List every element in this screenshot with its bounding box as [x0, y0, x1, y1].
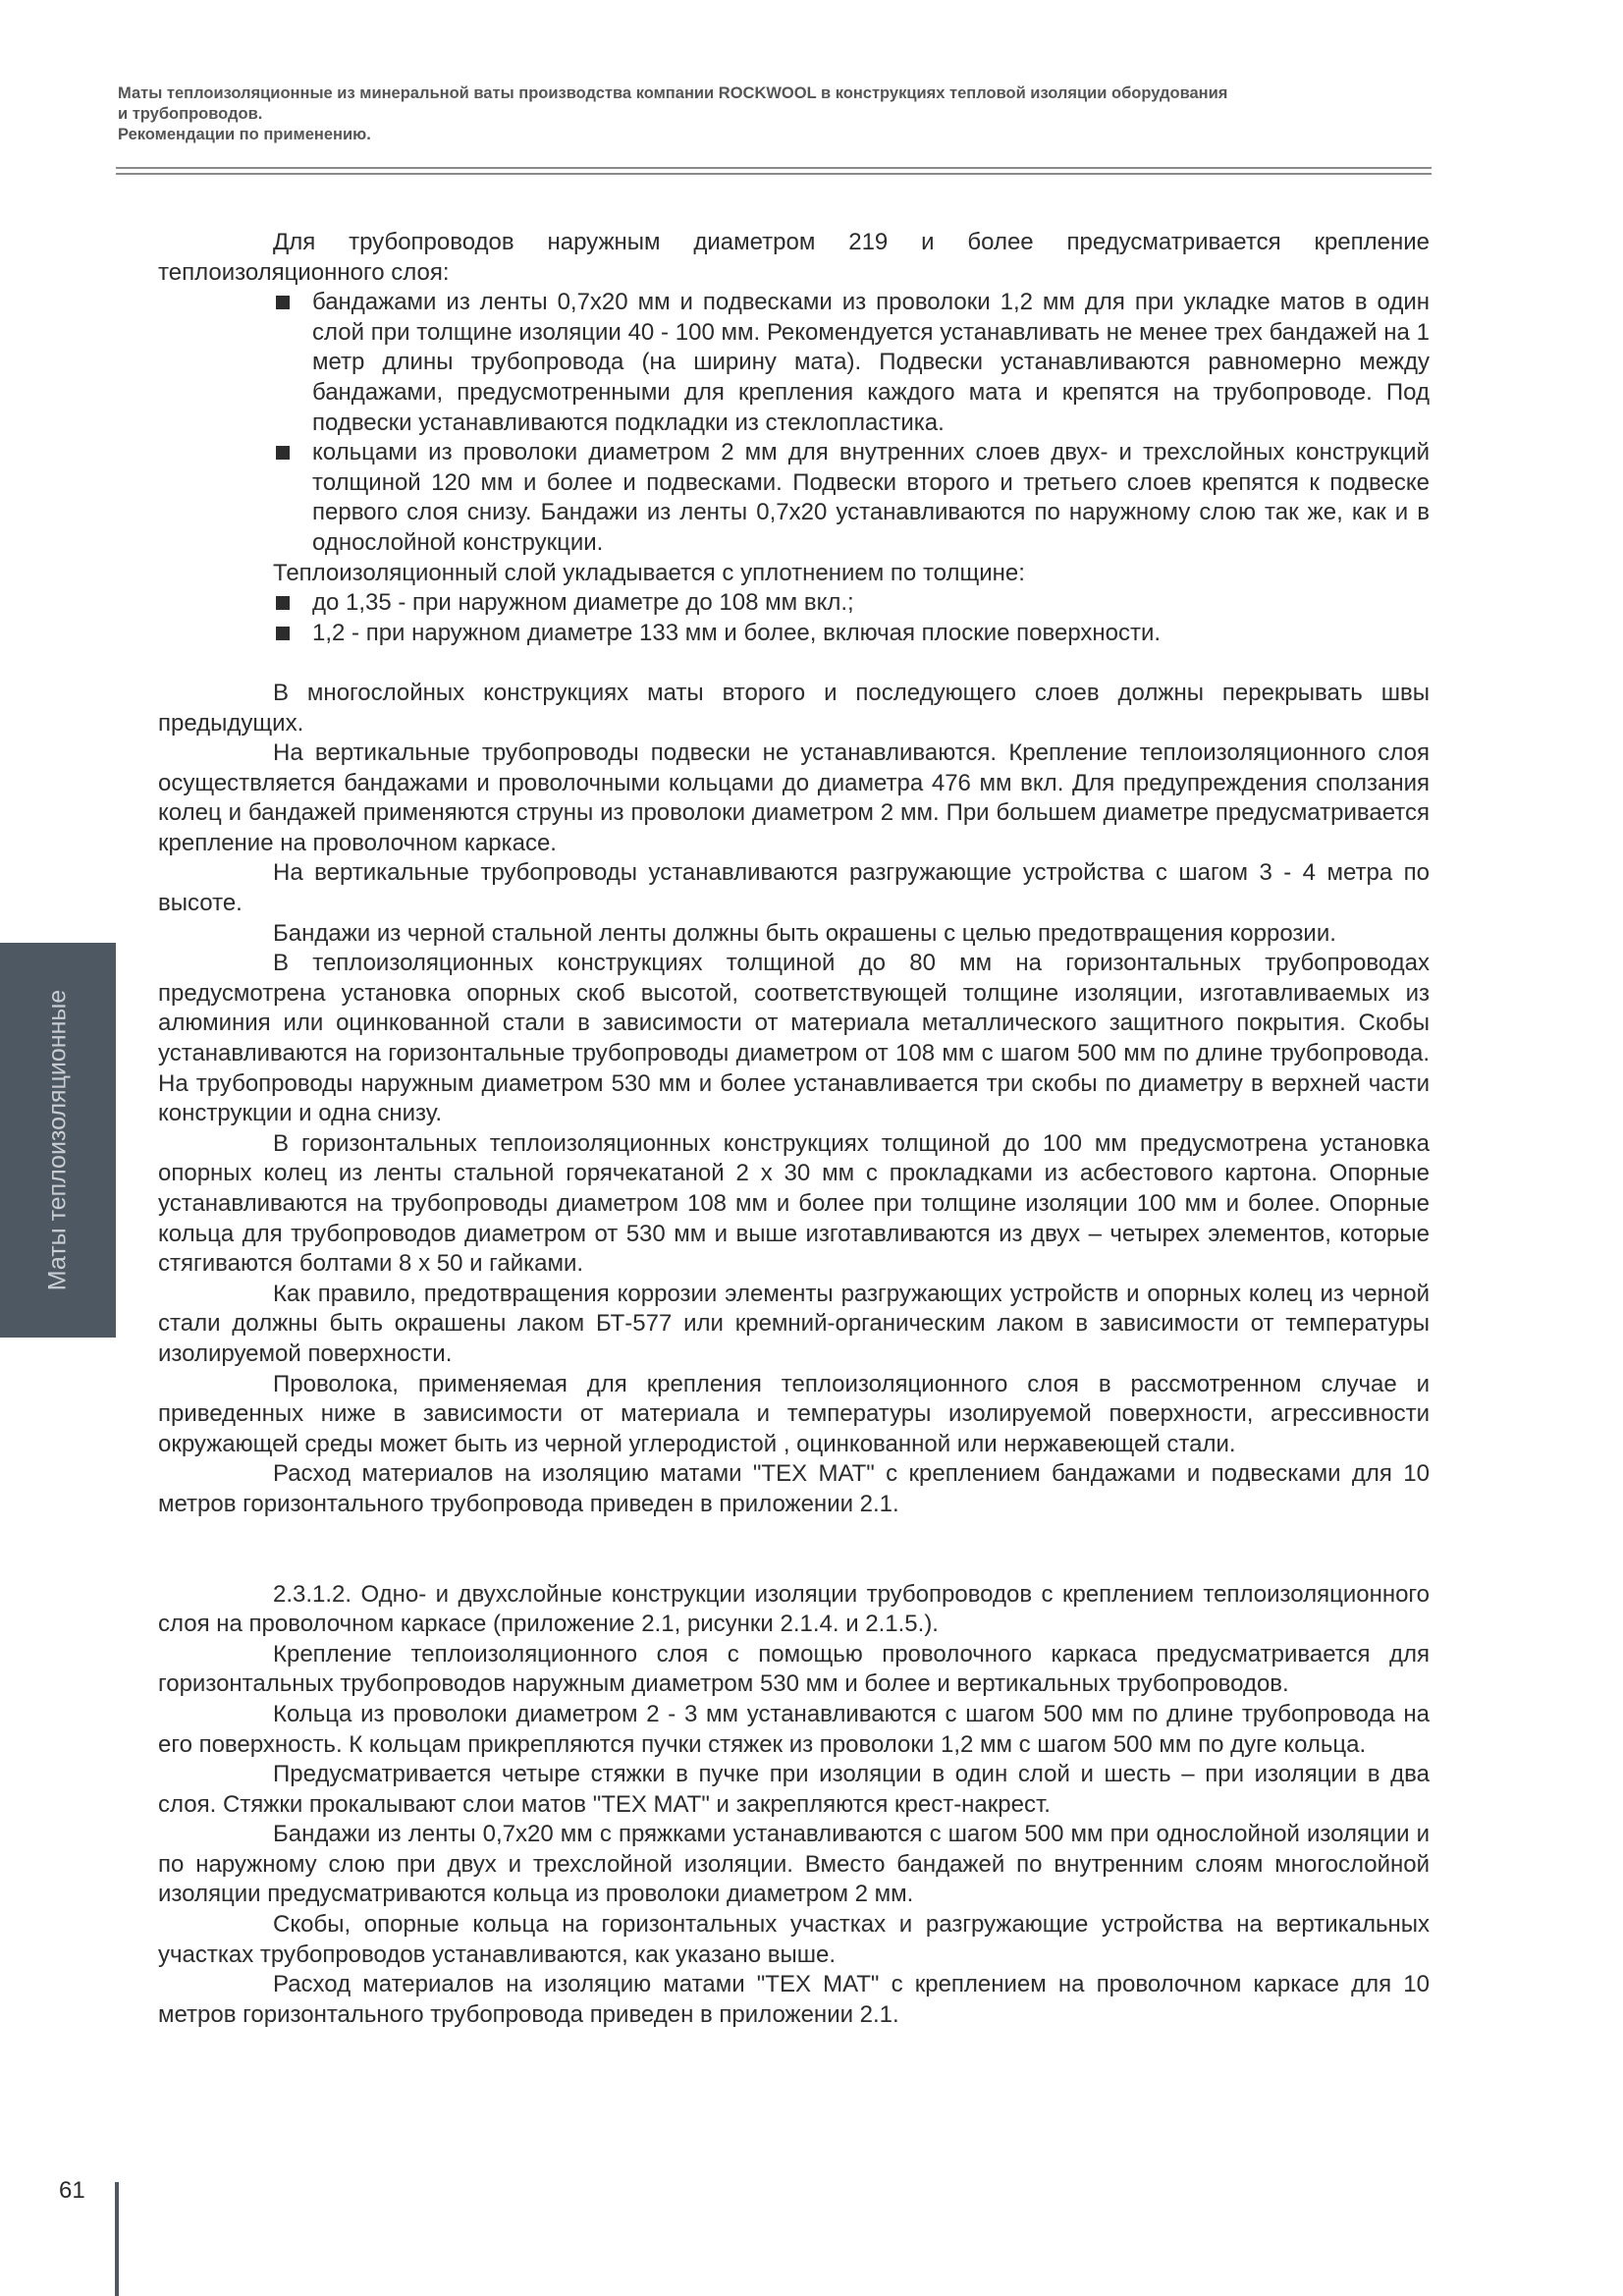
paragraph: Для трубопроводов наружным диаметром 219 и более предусматривается крепление теплоизоляционного слоя:: [158, 229, 1430, 286]
bullet-item: 1,2 - при наружном диаметре 133 мм и более, включая плоские поверхности.: [158, 619, 1430, 649]
paragraph: Расход материалов на изоляцию матами "ТЕХ МАТ" с креплением бандажами и подвесками для 10 метров горизонтального трубопровода приведен в приложении 2.1.: [158, 1460, 1430, 1517]
header-line-2: и трубопроводов.: [118, 105, 263, 123]
paragraph: Предусматривается четыре стяжки в пучке при изоляции в один слой и шесть – при изоляции в два слоя. Стяжки прокалывают слои матов "ТЕХ МАТ" и закрепляются крест-накрест.: [158, 1761, 1430, 1818]
paragraph: Как правило, предотвращения коррозии элементы разгружающих устройств и опорных колец из черной стали должны быть окрашены лаком БТ-577 или кремний-органическим лаком в зависимости от температуры изолируемой поверхности.: [158, 1280, 1430, 1367]
page-footer-bar: [115, 2182, 119, 2296]
body-text: [158, 228, 1430, 2030]
paragraph: На вертикальные трубопроводы устанавливаются разгружающие устройства с шагом 3 - 4 метра по высоте.: [158, 859, 1430, 917]
paragraph: Бандажи из ленты 0,7х20 мм с пряжками устанавливаются с шагом 500 мм при однослойной изоляции и по наружному слою при двух и трехслойной изоляции. Вместо бандажей по внутренним слоям многослойной изоляции предусматриваются кольца из проволоки диаметром 2 мм.: [158, 1821, 1430, 1908]
side-section-tab: [0, 943, 116, 1338]
bullet-item: кольцами из проволоки диаметром 2 мм для внутренних слоев двух- и трехслойных конструкций толщиной 120 мм и более и подвесками. Подвески второго и третьего слоев крепятся к подвеске первого слоя снизу. Бандажи из ленты 0,7х20 устанавливаются по наружному слою так же, как и в однослойной конструкции.: [158, 438, 1430, 558]
header-line-1: Маты теплоизоляционные из минеральной ваты производства компании ROCKWOOL в конструкциях тепловой изоляции оборудования: [118, 84, 1228, 102]
paragraph: Теплоизоляционный слой укладывается с уплотнением по толщине:: [273, 559, 1025, 586]
page-header: [118, 83, 1434, 145]
paragraph: В теплоизоляционных конструкциях толщиной до 80 мм на горизонтальных трубопроводах предусмотрена установка опорных скоб высотой, соответствующей толщине изоляции, изготавливаемых из алюминия или оцинкованной стали в зависимости от материала металлического защитного покрытия. Скобы устанавливаются на горизонтальные трубопроводы диаметром от 108 мм с шагом 500 мм по длине трубопровода. На трубопроводы наружным диаметром 530 мм и более устанавливается три скобы по диаметру в верхней части конструкции и одна снизу.: [158, 950, 1430, 1127]
page-number: 61: [59, 2177, 85, 2204]
paragraph: Расход материалов на изоляцию матами "ТЕХ МАТ" с креплением на проволочном каркасе для 10 метров горизонтального трубопровода приведен в приложении 2.1.: [158, 1971, 1430, 2028]
side-tab-label: Маты теплоизоляционные: [43, 989, 72, 1291]
paragraph: Крепление теплоизоляционного слоя с помощью проволочного каркаса предусматривается для горизонтальных трубопроводов наружным диаметром 530 мм и более и вертикальных трубопроводов.: [158, 1640, 1430, 1698]
paragraph: Проволока, применяемая для крепления теплоизоляционного слоя в рассмотренном случае и приведенных ниже в зависимости от материала и температуры изолируемой поверхности, агрессивности окружающей среды может быть из черной углеродистой , оцинкованной или нержавеющей стали.: [158, 1370, 1430, 1457]
section-heading: 2.3.1.2. Одно- и двухслойные конструкции изоляции трубопроводов с креплением теплоизоляционного слоя на проволочном каркасе (приложение 2.1, рисунки 2.1.4. и 2.1.5.).: [158, 1580, 1430, 1638]
bullet-list: [158, 588, 1430, 648]
paragraph: В горизонтальных теплоизоляционных конструкциях толщиной до 100 мм предусмотрена установка опорных колец из ленты стальной горячекатаной 2 х 30 мм с прокладками из асбестового картона. Опорные устанавливаются на трубопроводы диаметром 108 мм и более при толщине изоляции 100 мм и более. Опорные кольца для трубопроводов диаметром от 530 мм и выше изготавливаются из двух – четырех элементов, которые стягиваются болтами 8 х 50 и гайками.: [158, 1129, 1430, 1278]
header-rule-bottom: [116, 173, 1432, 175]
bullet-item: до 1,35 - при наружном диаметре до 108 мм вкл.;: [158, 588, 1430, 619]
paragraph: Скобы, опорные кольца на горизонтальных участках и разгружающие устройства на вертикальных участках трубопроводов устанавливаются, как указано выше.: [158, 1911, 1430, 1968]
paragraph: В многослойных конструкциях маты второго и последующего слоев должны перекрывать швы предыдущих.: [158, 679, 1430, 737]
paragraph: Бандажи из черной стальной ленты должны быть окрашены с целью предотвращения коррозии.: [273, 919, 1336, 947]
header-line-3: Рекомендации по применению.: [118, 126, 371, 143]
header-rule-top: [116, 167, 1432, 169]
bullet-item: бандажами из ленты 0,7х20 мм и подвесками из проволоки 1,2 мм для при укладке матов в один слой при толщине изоляции 40 - 100 мм. Рекомендуется устанавливать не менее трех бандажей на 1 метр длины трубопровода (на ширину мата). Подвески устанавливаются равномерно между бандажами, предусмотренными для крепления каждого мата и крепятся на трубопроводе. Под подвески устанавливаются подкладки из стеклопластика.: [158, 288, 1430, 438]
paragraph: На вертикальные трубопроводы подвески не устанавливаются. Крепление теплоизоляционного слоя осуществляется бандажами и проволочными кольцами до диаметра 476 мм вкл. Для предупреждения сползания колец и бандажей применяются струны из проволоки диаметром 2 мм. При большем диаметре предусматривается крепление на проволочном каркасе.: [158, 739, 1430, 856]
bullet-list: [158, 288, 1430, 558]
paragraph: Кольца из проволоки диаметром 2 - 3 мм устанавливаются с шагом 500 мм по длине трубопровода на его поверхность. К кольцам прикрепляются пучки стяжек из проволоки 1,2 мм с шагом 500 мм по дуге кольца.: [158, 1700, 1430, 1758]
